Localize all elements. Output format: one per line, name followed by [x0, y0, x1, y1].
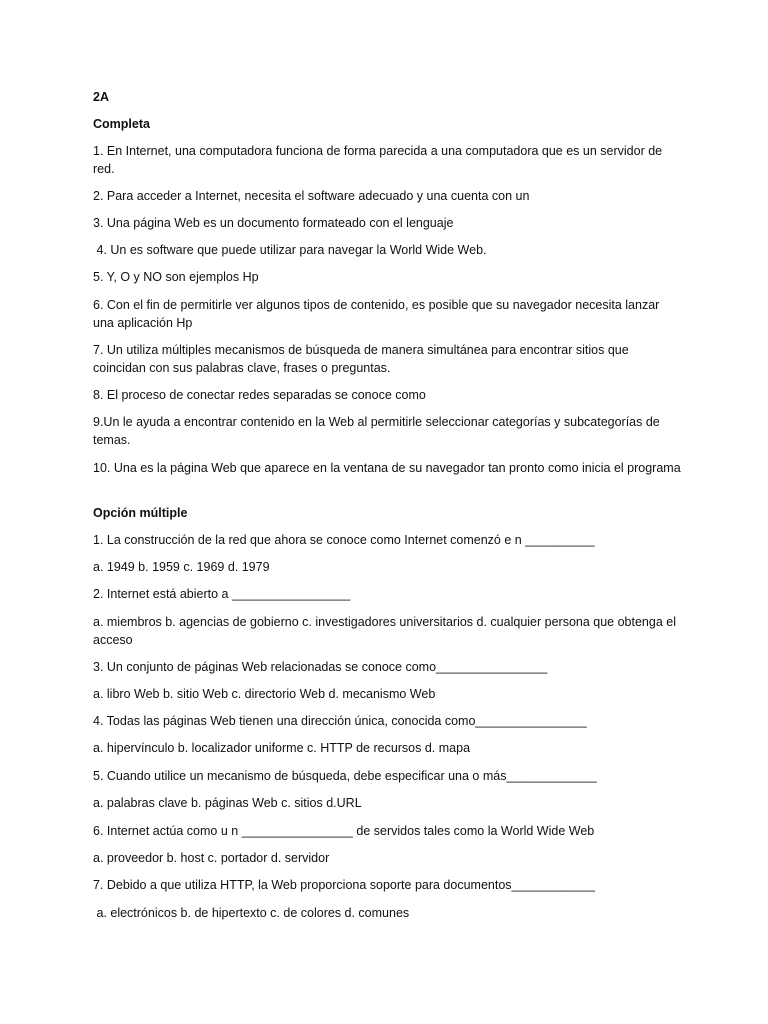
- completa-item-10: 10. Una es la página Web que aparece en la ventana de su navegador tan pronto como inicia el programa: [93, 461, 681, 475]
- completa-item-5: 5. Y, O y NO son ejemplos Hp: [93, 270, 259, 284]
- completa-item-2: 2. Para acceder a Internet, necesita el software adecuado y una cuenta con un: [93, 189, 530, 203]
- opcion-question-5: 5. Cuando utilice un mecanismo de búsqueda, debe especificar una o más_____________: [93, 769, 597, 783]
- opcion-question-4: 4. Todas las páginas Web tienen una dirección única, conocida como________________: [93, 714, 587, 728]
- opcion-answers-1: a. 1949 b. 1959 c. 1969 d. 1979: [93, 560, 270, 574]
- opcion-answers-2: a. miembros b. agencias de gobierno c. investigadores universitarios d. cualquier persona que obtenga el acceso: [93, 615, 676, 647]
- completa-item-9: 9.Un le ayuda a encontrar contenido en la Web al permitirle seleccionar categorías y subcategorías de temas.: [93, 415, 660, 447]
- opcion-answers-4: a. hipervínculo b. localizador uniforme c. HTTP de recursos d. mapa: [93, 741, 471, 755]
- completa-item-6: 6. Con el fin de permitirle ver algunos tipos de contenido, es posible que su navegador necesita lanzar una aplicación Hp: [93, 298, 660, 330]
- opcion-answers-6: a. proveedor b. host c. portador d. servidor: [93, 851, 330, 865]
- completa-item-1: 1. En Internet, una computadora funciona de forma parecida a una computadora que es un servidor de red.: [93, 144, 663, 176]
- completa-item-8: 8. El proceso de conectar redes separadas se conoce como: [93, 388, 426, 402]
- opcion-answers-7: a. electrónicos b. de hipertexto c. de colores d. comunes: [93, 906, 410, 920]
- completa-item-3: 3. Una página Web es un documento formateado con el lenguaje: [93, 216, 454, 230]
- section-heading-opcion-multiple: Opción múltiple: [93, 506, 188, 520]
- opcion-question-6: 6. Internet actúa como u n ________________ de servidos tales como la World Wide Web: [93, 824, 595, 838]
- opcion-answers-3: a. libro Web b. sitio Web c. directorio Web d. mecanismo Web: [93, 687, 436, 701]
- opcion-answers-5: a. palabras clave b. páginas Web c. sitios d.URL: [93, 796, 362, 810]
- document-code: 2A: [93, 90, 109, 104]
- opcion-question-1: 1. La construcción de la red que ahora se conoce como Internet comenzó e n __________: [93, 533, 595, 547]
- section-heading-completa: Completa: [93, 117, 150, 131]
- completa-item-7: 7. Un utiliza múltiples mecanismos de búsqueda de manera simultánea para encontrar sitios que coincidan con sus palabras clave, frases o preguntas.: [93, 343, 629, 375]
- opcion-question-7: 7. Debido a que utiliza HTTP, la Web proporciona soporte para documentos____________: [93, 878, 595, 892]
- opcion-question-3: 3. Un conjunto de páginas Web relacionadas se conoce como________________: [93, 660, 548, 674]
- completa-item-4: 4. Un es software que puede utilizar para navegar la World Wide Web.: [93, 243, 487, 257]
- opcion-question-2: 2. Internet está abierto a _________________: [93, 587, 351, 601]
